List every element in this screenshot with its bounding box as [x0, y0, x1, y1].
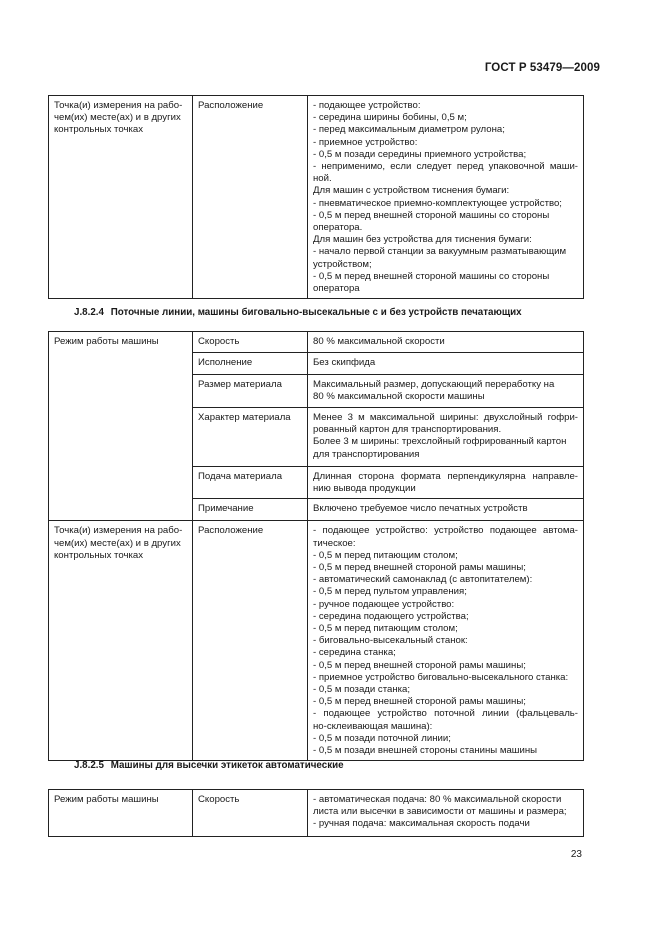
- text-line: Исполнение: [198, 357, 253, 368]
- param-value-cell: [308, 467, 584, 499]
- text-line: - пневматическое приемно-комплектующее устройство;: [313, 197, 562, 209]
- text-line: - середина ширины бобины, 0,5 м;: [313, 112, 467, 124]
- text-line: - ручная подача: максимальная скорость подачи: [313, 818, 530, 830]
- text-line: - приемное устройство:: [313, 136, 418, 148]
- text-line: - автоматический самонаклад (с автопитателем):: [313, 574, 533, 586]
- text-line: - середина станка;: [313, 647, 396, 659]
- text-line: но-склеивающая машина):: [313, 720, 433, 732]
- table-row: [49, 96, 584, 299]
- param-group-cell: [49, 332, 193, 521]
- text-line: - неприменимо, если следует перед упаковочной маши-: [313, 161, 578, 173]
- text-line: - 0,5 м перед внешней стороной рамы машины;: [313, 696, 526, 708]
- param-name-cell: [193, 375, 308, 408]
- table-row: [49, 521, 584, 761]
- page-number: 23: [570, 849, 582, 860]
- param-name-cell: [193, 353, 308, 375]
- param-group-cell: [49, 790, 193, 837]
- param-name-cell: [193, 499, 308, 521]
- param-group-cell: [49, 96, 193, 299]
- param-value-cell: [308, 375, 584, 408]
- text-line: - биговально-высекальный станок:: [313, 635, 468, 647]
- text-line: для транспортирования: [313, 448, 420, 460]
- param-name-cell: [193, 408, 308, 467]
- text-line: - 0,5 м позади станка;: [313, 684, 411, 696]
- text-line: - 0,5 м перед внешней стороной машины со стороны: [313, 270, 550, 282]
- text-line: - 0,5 м перед внешней стороной рамы машины;: [313, 562, 526, 574]
- text-line: нию вывода продукции: [313, 483, 416, 495]
- text-line: - 0,5 м перед внешней стороной машины со стороны: [313, 209, 550, 221]
- text-line: Для машин без устройства для тиснения бумаги:: [313, 234, 532, 246]
- text-line: рованный картон для транспортирования.: [313, 424, 502, 436]
- param-name-cell: [193, 521, 308, 761]
- text-line: - ручное подающее устройство:: [313, 598, 455, 610]
- text-line: Более 3 м ширины: трехслойный гофрированный картон: [313, 436, 567, 448]
- standard-code-header: ГОСТ Р 53479—2009: [484, 62, 600, 74]
- param-value-cell: [308, 353, 584, 375]
- text-line: - подающее устройство: устройство подающее автома-: [313, 525, 578, 537]
- text-line: - перед максимальным диаметром рулона;: [313, 124, 505, 136]
- text-line: Без скипфида: [313, 357, 376, 368]
- text-line: - подающее устройство поточной линии (фальцеваль-: [313, 708, 578, 720]
- param-group-cell: [49, 521, 193, 761]
- text-line: - приемное устройство биговально-высекального станка:: [313, 671, 569, 683]
- param-name-cell: [193, 790, 308, 837]
- param-name-cell: [193, 332, 308, 353]
- text-line: - 0,5 м позади внешней стороны станины машины: [313, 745, 538, 757]
- param-value-cell: [308, 96, 584, 299]
- section-title-text: Поточные линии, машины биговально-высекальные с и без устройств печатающих: [110, 307, 522, 318]
- section-number: J.8.2.5: [74, 760, 104, 771]
- text-line: тическое:: [313, 537, 356, 549]
- text-line: Характер материала: [198, 412, 291, 423]
- production-lines-table: [48, 331, 584, 761]
- text-line: - подающее устройство:: [313, 100, 421, 111]
- param-name-cell: [193, 96, 308, 299]
- text-line: - автоматическая подача: 80 % максимальной скорости: [313, 794, 562, 805]
- text-line: - 0,5 м позади середины приемного устройства;: [313, 148, 527, 160]
- text-line: контрольных точках: [54, 124, 143, 136]
- text-line: листа или высечки в зависимости от машины и размера;: [313, 806, 567, 818]
- text-line: ной.: [313, 173, 332, 185]
- text-line: Расположение: [198, 100, 264, 111]
- text-line: Скорость: [198, 336, 240, 347]
- text-line: Подача материала: [198, 471, 283, 482]
- label-die-cutting-table: [48, 789, 584, 837]
- section-title-text: Машины для высечки этикеток автоматические: [110, 760, 344, 771]
- text-line: Длинная сторона формата перпендикулярна направле-: [313, 471, 578, 482]
- text-line: Точка(и) измерения на рабо-: [54, 525, 183, 537]
- text-line: чем(их) месте(ах) и в других: [54, 112, 181, 124]
- text-line: Включено требуемое число печатных устройств: [313, 503, 528, 515]
- param-value-cell: [308, 408, 584, 467]
- text-line: Расположение: [198, 525, 264, 537]
- param-value-cell: [308, 499, 584, 521]
- text-line: контрольных точках: [54, 549, 143, 561]
- text-line: - 0,5 м перед внешней стороной рамы машины;: [313, 659, 526, 671]
- text-line: Для машин с устройством тиснения бумаги:: [313, 185, 510, 197]
- param-value-cell: [308, 790, 584, 837]
- text-line: - 0,5 м перед пультом управления;: [313, 586, 467, 598]
- text-line: Размер материала: [198, 379, 282, 390]
- text-line: Режим работы машины: [54, 336, 159, 347]
- text-line: Максимальный размер, допускающий переработку на: [313, 379, 555, 390]
- text-line: устройством;: [313, 258, 372, 270]
- text-line: Примечание: [198, 503, 254, 515]
- measurement-points-table-continued: [48, 95, 584, 299]
- text-line: Точка(и) измерения на рабо-: [54, 100, 183, 111]
- text-line: - 0,5 м перед питающим столом;: [313, 623, 458, 635]
- table-row: [49, 790, 584, 837]
- text-line: 80 % максимальной скорости машины: [313, 391, 485, 403]
- text-line: - середина подающего устройства;: [313, 610, 469, 622]
- table-row: [49, 332, 584, 353]
- text-line: Скорость: [198, 794, 240, 805]
- section-heading: [74, 307, 522, 318]
- text-line: оператора.: [313, 222, 363, 234]
- param-name-cell: [193, 467, 308, 499]
- section-number: J.8.2.4: [74, 307, 104, 318]
- text-line: Менее 3 м максимальной ширины: двухслойный гофри-: [313, 412, 578, 423]
- text-line: 80 % максимальной скорости: [313, 336, 445, 347]
- section-heading: [74, 760, 344, 771]
- text-line: чем(их) месте(ах) и в других: [54, 537, 181, 549]
- text-line: - начало первой станции за вакуумным разматывающим: [313, 246, 567, 258]
- text-line: - 0,5 м перед питающим столом;: [313, 549, 458, 561]
- text-line: Режим работы машины: [54, 794, 159, 805]
- text-line: оператора: [313, 283, 360, 295]
- param-value-cell: [308, 332, 584, 353]
- text-line: - 0,5 м позади поточной линии;: [313, 732, 451, 744]
- param-value-cell: [308, 521, 584, 761]
